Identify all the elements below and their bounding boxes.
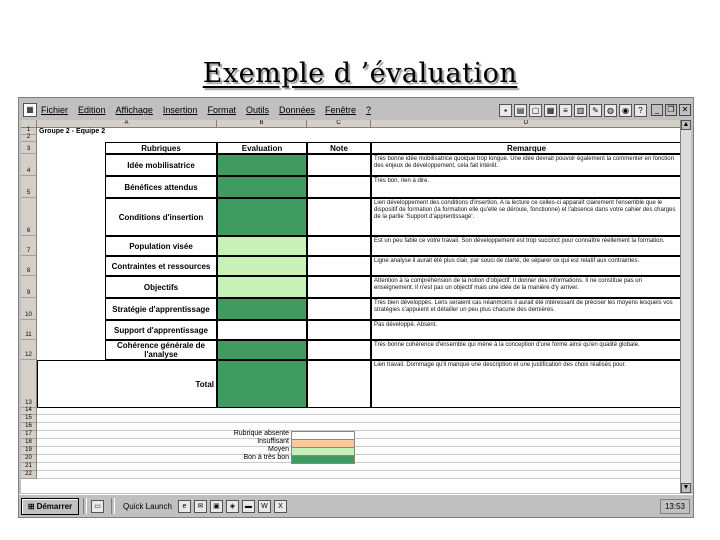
- taskbar-separator: [111, 498, 115, 514]
- remarque-cell[interactable]: Très bien développés. Lens seraient cas néanmoins il aurait été intéressant de préciser les moyens lesquels vos stratégies s'appuient et détailler un peu plus chacune des dernières.: [371, 298, 682, 320]
- word-icon[interactable]: W: [258, 500, 271, 513]
- evaluation-cell[interactable]: [217, 360, 307, 408]
- note-cell[interactable]: [307, 256, 371, 276]
- window-controls: [651, 104, 691, 116]
- spreadsheet-grid[interactable]: [21, 120, 682, 493]
- menu-insertion[interactable]: Insertion: [162, 105, 198, 115]
- chart-icon[interactable]: ▥: [574, 104, 587, 117]
- remarque-cell[interactable]: Lien développement des conditions d'insertion. A la lecture ce celles-ci apparaît clairement l'ensemble que le dispositif de formation (la formation elle qu'elle se déroule, fonctionne) et l'absence dans votre cahier des charges de la partie 'Support d'apprentissage'.: [371, 198, 682, 236]
- evaluation-cell[interactable]: [217, 154, 307, 176]
- row-header[interactable]: 13: [21, 360, 37, 408]
- legend-label: Rubrique absente: [233, 430, 289, 437]
- rubrique-cell[interactable]: Bénéfices attendus: [105, 176, 217, 198]
- rubrique-cell[interactable]: Cohérence générale de l'analyse: [105, 340, 217, 360]
- row-header[interactable]: 8: [21, 256, 37, 276]
- clock[interactable]: 13:53: [664, 501, 685, 511]
- toolbar: [499, 104, 647, 117]
- note-cell[interactable]: [307, 340, 371, 360]
- empty-cell[interactable]: [37, 463, 682, 471]
- row-header[interactable]: 19: [21, 447, 37, 455]
- taskbar-separator: [83, 498, 87, 514]
- row-header[interactable]: 14: [21, 408, 37, 415]
- row-header[interactable]: 12: [21, 340, 37, 360]
- note-cell[interactable]: [307, 276, 371, 298]
- channel-icon[interactable]: ◈: [226, 500, 239, 513]
- row-header[interactable]: 16: [21, 423, 37, 431]
- empty-cell[interactable]: [37, 431, 682, 439]
- restore-icon[interactable]: ❐: [665, 104, 677, 116]
- taskbar: [19, 494, 693, 517]
- header-remarque: Remarque: [371, 142, 682, 154]
- header-evaluation: Evaluation: [217, 142, 307, 154]
- column-header[interactable]: B: [217, 120, 307, 128]
- remarque-cell[interactable]: Est un peu fable ce votre travail. Son développement est trop succinct pour connaître réellement la formation.: [371, 236, 682, 256]
- row-header[interactable]: 7: [21, 236, 37, 256]
- start-label: Démarrer: [36, 501, 73, 511]
- table-icon[interactable]: ▦: [544, 104, 557, 117]
- excel-icon[interactable]: X: [274, 500, 287, 513]
- legend-label: Moyen: [267, 446, 289, 453]
- help-icon[interactable]: ?: [634, 104, 647, 117]
- legend-swatch: [291, 455, 355, 464]
- note-cell[interactable]: [307, 298, 371, 320]
- menu-help[interactable]: ?: [366, 105, 372, 115]
- remarque-cell[interactable]: Attention à la compréhension de la notion d'objectif. Il donner des informations. Il ne constitue pas un enseignement. Il n'est pas un objectif mais une idée de la manière d'y arriver.: [371, 276, 682, 298]
- row-header[interactable]: 3: [21, 142, 37, 154]
- menu-format[interactable]: Format: [207, 105, 236, 115]
- rubrique-cell[interactable]: Support d'apprentissage: [105, 320, 217, 340]
- legend-label: Insuffisant: [257, 438, 289, 445]
- system-tray: [660, 499, 690, 514]
- form-icon[interactable]: ≡: [559, 104, 572, 117]
- desktop-icon[interactable]: ▭: [91, 500, 104, 513]
- note-cell[interactable]: [307, 236, 371, 256]
- close-icon[interactable]: ✕: [679, 104, 691, 116]
- drawing-icon[interactable]: ✎: [589, 104, 602, 117]
- quick-launch-label[interactable]: Quick Launch: [123, 501, 172, 511]
- legend-label: Bon à très bon: [243, 454, 289, 461]
- note-cell[interactable]: [307, 198, 371, 236]
- explorer-icon[interactable]: e: [178, 500, 191, 513]
- header-rubriques: Rubriques: [105, 142, 217, 154]
- row-header[interactable]: 21: [21, 463, 37, 471]
- row-header[interactable]: 9: [21, 276, 37, 298]
- camera-icon[interactable]: ◉: [619, 104, 632, 117]
- row-header[interactable]: 22: [21, 471, 37, 479]
- empty-cell[interactable]: [37, 439, 682, 447]
- remarque-cell[interactable]: Ligne analyse il aurait été plus clair, par souci de clarté, de séparer ce qui est relatif aux contraintes.: [371, 256, 682, 276]
- rubrique-cell[interactable]: Population visée: [105, 236, 217, 256]
- menu-affichage[interactable]: Affichage: [115, 105, 153, 115]
- workbook-icon[interactable]: ▦: [23, 103, 37, 117]
- menu-outils[interactable]: Outils: [245, 105, 269, 115]
- row-header[interactable]: 10: [21, 298, 37, 320]
- row-header[interactable]: 6: [21, 198, 37, 236]
- note-cell[interactable]: [307, 154, 371, 176]
- rubrique-cell[interactable]: Stratégie d'apprentissage: [105, 298, 217, 320]
- menu-donnees[interactable]: Données: [278, 105, 316, 115]
- row-header[interactable]: 17: [21, 431, 37, 439]
- slide-title: Exemple d ’évaluation: [202, 58, 518, 89]
- empty-cell[interactable]: [37, 447, 682, 455]
- row-header[interactable]: 1: [21, 128, 37, 135]
- menu-fichier[interactable]: Fichier: [41, 105, 69, 115]
- total-label[interactable]: Total: [37, 360, 217, 408]
- scroll-down-icon[interactable]: ▼: [682, 484, 690, 491]
- evaluation-cell[interactable]: [217, 320, 307, 340]
- save-icon[interactable]: ▪: [499, 104, 512, 117]
- row-header[interactable]: 2: [21, 135, 37, 142]
- row-header[interactable]: 4: [21, 154, 37, 176]
- row-header[interactable]: 5: [21, 176, 37, 198]
- scroll-up-icon[interactable]: ▲: [682, 121, 690, 128]
- evaluation-cell[interactable]: [217, 198, 307, 236]
- rubrique-cell[interactable]: Contraintes et ressources: [105, 256, 217, 276]
- rubrique-cell[interactable]: Objectifs: [105, 276, 217, 298]
- remarque-cell[interactable]: Très bonne cohérence d'ensemble qui mène à la conception d'une forme ainsi qu'en qualité globale.: [371, 340, 682, 360]
- excel-window: [18, 97, 694, 518]
- evaluation-cell[interactable]: [217, 298, 307, 320]
- row-header[interactable]: 11: [21, 320, 37, 340]
- group-label: Groupe 2 - Equipe 2: [39, 128, 106, 135]
- start-button[interactable]: [21, 498, 79, 515]
- outlook-icon[interactable]: ✉: [194, 500, 207, 513]
- empty-cell[interactable]: [37, 408, 682, 415]
- remarque-cell[interactable]: Lien travail. Dommage qu'il manque une description et une justification des choix réalisés pour.: [371, 360, 682, 408]
- column-header[interactable]: A: [37, 120, 217, 128]
- menu-bar: [21, 100, 691, 120]
- evaluation-cell[interactable]: [217, 256, 307, 276]
- row-header[interactable]: 15: [21, 415, 37, 423]
- note-cell[interactable]: [307, 176, 371, 198]
- print-icon[interactable]: ▤: [514, 104, 527, 117]
- empty-cell[interactable]: [37, 423, 682, 431]
- windows-logo-icon: ⊞: [27, 501, 35, 511]
- rubrique-cell[interactable]: Conditions d'insertion: [105, 198, 217, 236]
- row-header[interactable]: 18: [21, 439, 37, 447]
- evaluation-cell[interactable]: [217, 236, 307, 256]
- preview-icon[interactable]: ▢: [529, 104, 542, 117]
- rubrique-cell[interactable]: Idée mobilisatrice: [105, 154, 217, 176]
- header-note: Note: [307, 142, 371, 154]
- folder-icon[interactable]: ▬: [242, 500, 255, 513]
- evaluation-cell[interactable]: [217, 340, 307, 360]
- empty-cell[interactable]: [37, 415, 682, 423]
- minimize-icon[interactable]: _: [651, 104, 663, 116]
- map-icon[interactable]: ◍: [604, 104, 617, 117]
- note-cell[interactable]: [307, 360, 371, 408]
- remarque-cell[interactable]: Très bon, rien à dire.: [371, 176, 682, 198]
- remarque-cell[interactable]: Très bonne idée mobilisatrice quoique trop longue. Une idée devrait pouvoir également la commenter en fonction des enjeux de développement, cela fait intérêt.: [371, 154, 682, 176]
- empty-cell[interactable]: [37, 455, 682, 463]
- column-header[interactable]: C: [307, 120, 371, 128]
- menu-edition[interactable]: Edition: [78, 105, 106, 115]
- empty-cell[interactable]: [37, 471, 682, 479]
- row-header[interactable]: 20: [21, 455, 37, 463]
- evaluation-cell[interactable]: [217, 276, 307, 298]
- column-header[interactable]: D: [371, 120, 682, 128]
- note-cell[interactable]: [307, 320, 371, 340]
- evaluation-cell[interactable]: [217, 176, 307, 198]
- menu-fenetre[interactable]: Fenêtre: [325, 105, 357, 115]
- remarque-cell[interactable]: Pas développé. Absent.: [371, 320, 682, 340]
- desktop-shortcut-icon[interactable]: ▣: [210, 500, 223, 513]
- vertical-scrollbar[interactable]: [680, 120, 691, 493]
